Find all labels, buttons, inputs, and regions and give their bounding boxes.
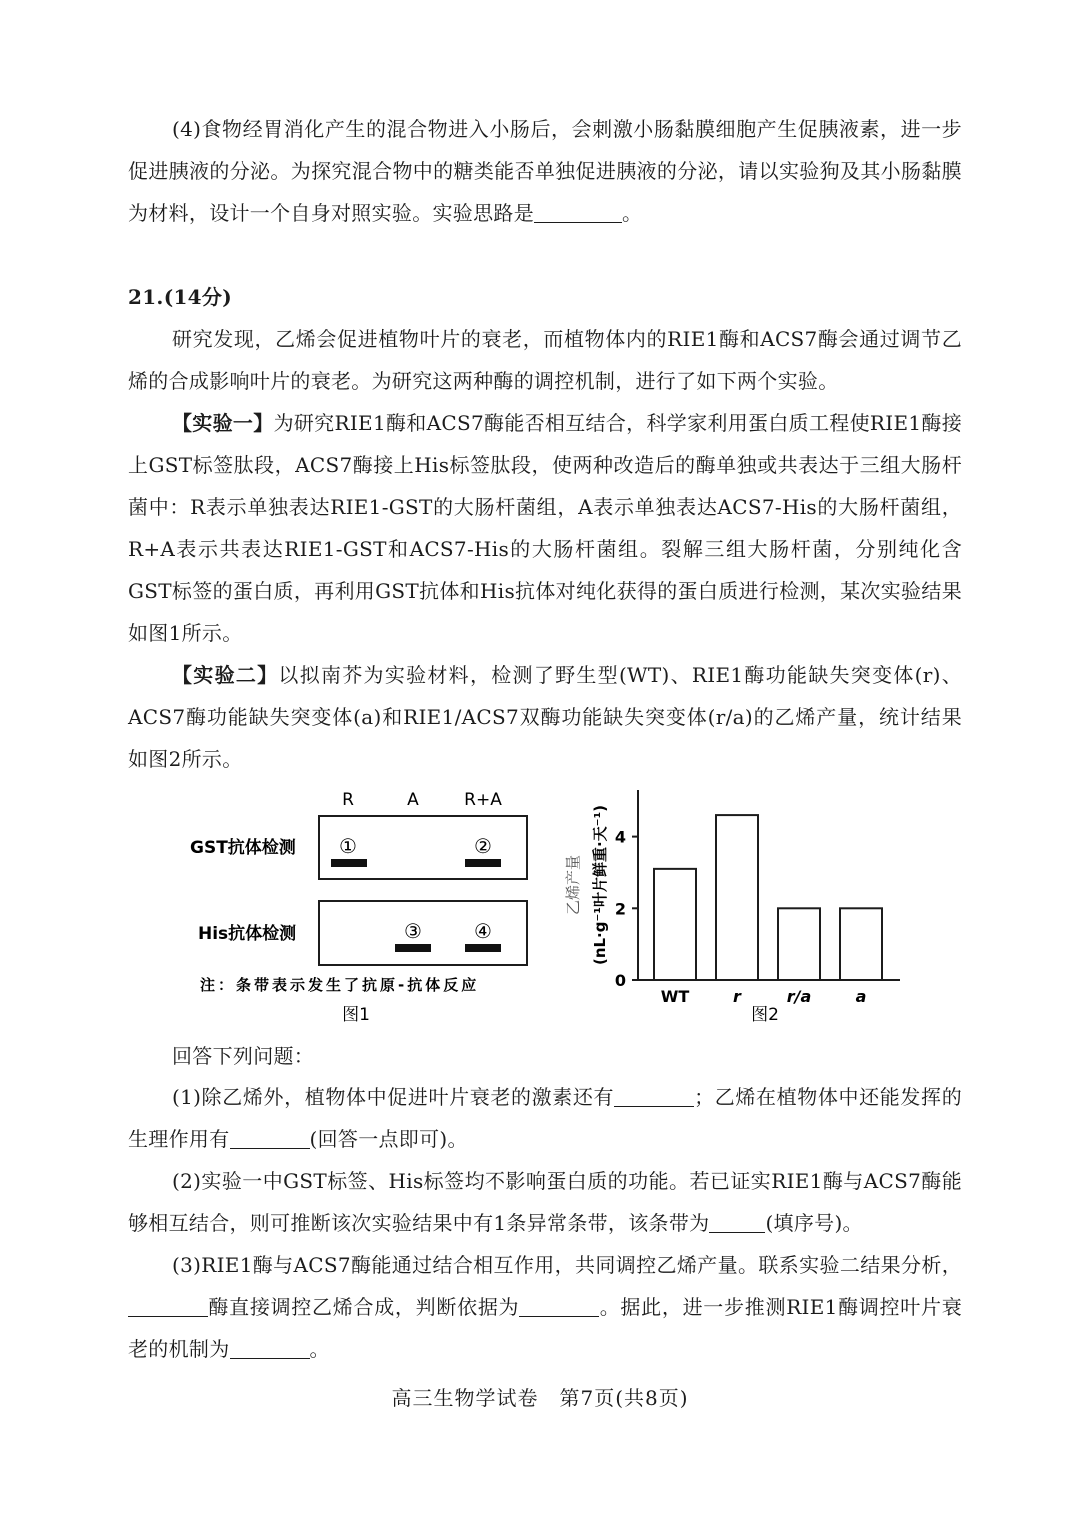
y-axis-unit: (nL·g⁻¹叶片鲜重·天⁻¹) (591, 804, 609, 966)
gst-row-label: GST抗体检测 (190, 838, 296, 858)
experiment-1: 【实验一】为研究RIE1酶和ACS7酶能否相互结合，科学家利用蛋白质工程使RIE1酶接上GST标签肽段，ACS7酶接上His标签肽段，使两种改造后的酶单独或共表达于三组大肠杆菌中：R表示单独表达RIE1-GST的大肠杆菌组，A表示单独表达ACS7-His的大肠杆菌组，R+A表示共表达RIE1-GST和ACS7-His的大肠杆菌组。裂解三组大肠杆菌，分别纯化含GST标签的蛋白质，再利用GST抗体和His抗体对纯化获得的蛋白质进行检测，某次实验结果如图1所示。 (128, 411, 963, 645)
bar-WT (654, 869, 696, 980)
question-21-header: 21.(14分) (128, 285, 232, 309)
answer-blank[interactable] (709, 1212, 765, 1233)
band-label-3: ③ (404, 919, 422, 943)
answer-blank[interactable] (230, 1128, 310, 1149)
col-label-ra: R+A (464, 790, 502, 810)
answer-blank[interactable] (128, 1296, 208, 1317)
band-2 (465, 859, 501, 867)
his-blot-box (319, 901, 527, 965)
y-tick-label: 2 (614, 899, 626, 919)
question-21-3: (3)RIE1酶与ACS7酶能通过结合相互作用，共同调控乙烯产量。联系实验二结果分析，酶直接调控乙烯合成，判断依据为 。据此，进一步推测RIE1酶调控叶片衰老的机制为 。 (128, 1253, 963, 1361)
col-label-r: R (342, 790, 354, 810)
col-label-a: A (407, 790, 419, 810)
x-tick-label: a (855, 987, 867, 1006)
figure-1-note: 注：条带表示发生了抗原-抗体反应 (200, 976, 480, 994)
bar-a (840, 908, 882, 980)
answer-prompt: 回答下列问题： (172, 1044, 315, 1068)
question-21-intro: 研究发现，乙烯会促进植物叶片的衰老，而植物体内的RIE1酶和ACS7酶会通过调节乙烯的合成影响叶片的衰老。为研究这两种酶的调控机制，进行了如下两个实验。 (128, 327, 962, 393)
band-4 (465, 944, 501, 952)
his-row-label: His抗体检测 (198, 924, 297, 944)
figure-1-caption: 图1 (342, 1005, 370, 1025)
answer-blank[interactable] (230, 1338, 310, 1359)
y-tick-label: 4 (614, 827, 626, 847)
y-tick-label: 0 (614, 971, 626, 990)
answer-blank[interactable] (614, 1086, 694, 1107)
question-21-2: (2)实验一中GST标签、His标签均不影响蛋白质的功能。若已证实RIE1酶与ACS7酶能够相互结合，则可推断该次实验结果中有1条异常条带，该条带为 (填序号)。 (128, 1169, 962, 1235)
band-3 (395, 944, 431, 952)
band-label-4: ④ (474, 919, 492, 943)
figure-2-chart (560, 778, 920, 1030)
figure-1 (180, 778, 540, 1030)
figure-2-caption: 图2 (751, 1005, 779, 1025)
question-20-4: (4)食物经胃消化产生的混合物进入小肠后，会刺激小肠黏膜细胞产生促胰液素，进一步促进胰液的分泌。为探究混合物中的糖类能否单独促进胰液的分泌，请以实验狗及其小肠黏膜为材料，设计一个自身对照实验。实验思路是 。 (128, 117, 962, 225)
answer-blank[interactable] (534, 202, 622, 223)
band-label-1: ① (339, 834, 357, 858)
x-tick-label: r (733, 987, 741, 1006)
x-tick-label: r/a (786, 987, 812, 1006)
bar-r (716, 815, 758, 980)
x-tick-label: WT (660, 987, 690, 1006)
band-label-2: ② (474, 834, 492, 858)
page-footer: 高三生物学试卷 第7页(共8页) (391, 1386, 689, 1410)
band-1 (331, 859, 367, 867)
experiment-2: 【实验二】以拟南芥为实验材料，检测了野生型(WT)、RIE1酶功能缺失突变体(r)、ACS7酶功能缺失突变体(a)和RIE1/ACS7双酶功能缺失突变体(r/a)的乙烯产量，统计结果如图2所示。 (128, 663, 962, 771)
bar-r-a (778, 908, 820, 980)
y-axis-label: 乙烯产量 (564, 854, 582, 916)
answer-blank[interactable] (519, 1296, 599, 1317)
question-21-1: (1)除乙烯外，植物体中促进叶片衰老的激素还有 ；乙烯在植物体中还能发挥的生理作用有 (回答一点即可)。 (128, 1085, 962, 1151)
